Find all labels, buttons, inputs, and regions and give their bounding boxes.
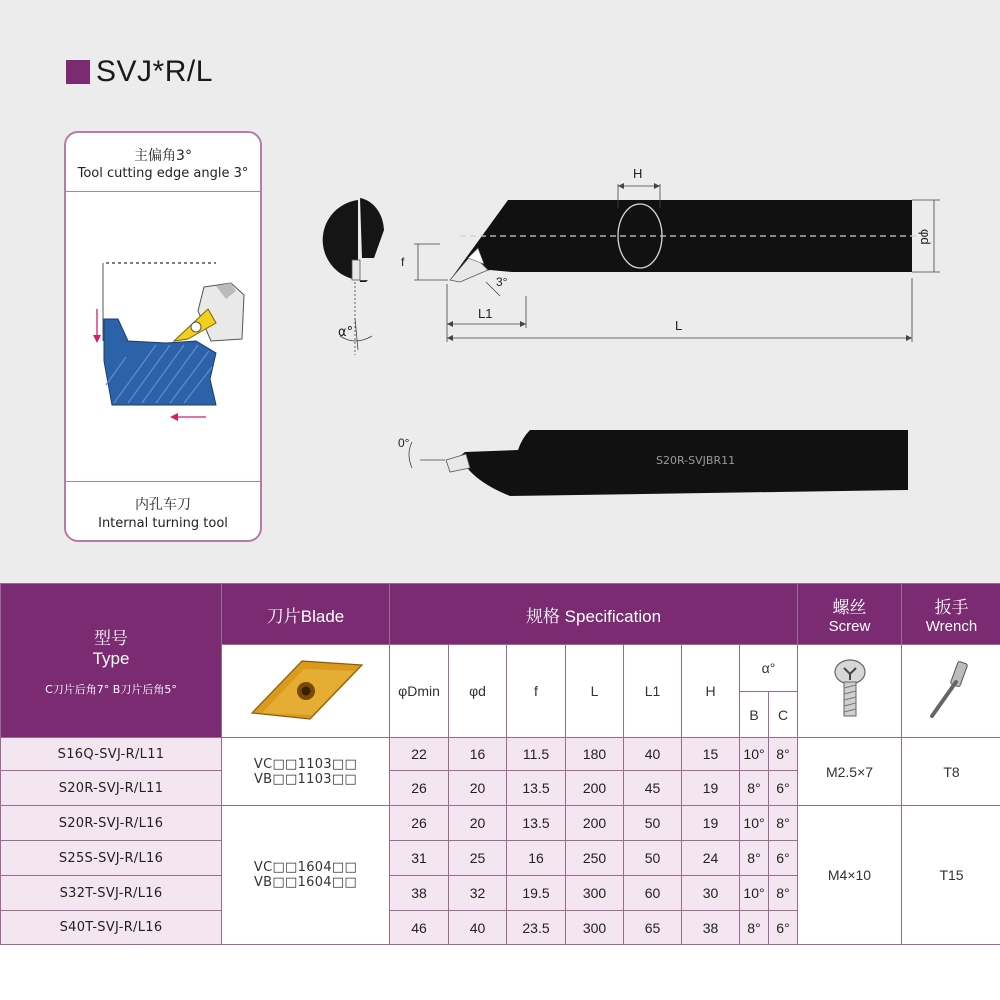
l-cell: 250 bbox=[566, 841, 624, 876]
card-footer bbox=[66, 481, 260, 541]
tool-type-label-en: Internal turning tool bbox=[98, 516, 228, 531]
h-cell: 19 bbox=[682, 771, 740, 806]
end-view bbox=[323, 198, 384, 355]
d-cell: 40 bbox=[449, 911, 507, 945]
l-header: L bbox=[566, 645, 624, 738]
l-label: L bbox=[675, 318, 683, 333]
l1-cell: 60 bbox=[624, 876, 682, 911]
side-view bbox=[398, 430, 908, 496]
f-label: f bbox=[401, 255, 405, 269]
type-header-note: C刀片后角7° B刀片后角5° bbox=[45, 683, 177, 696]
c-cell: 8° bbox=[769, 876, 798, 911]
dmin-cell: 26 bbox=[390, 771, 449, 806]
c-cell: 8° bbox=[769, 738, 798, 771]
insert-icon bbox=[246, 655, 366, 725]
l1-cell: 65 bbox=[624, 911, 682, 945]
l1-cell: 40 bbox=[624, 738, 682, 771]
type-cell: S40T-SVJ-R/L16 bbox=[1, 911, 222, 945]
phid-header: φd bbox=[449, 645, 507, 738]
f-cell: 23.5 bbox=[507, 911, 566, 945]
b-cell: 10° bbox=[740, 806, 769, 841]
f-cell: 13.5 bbox=[507, 806, 566, 841]
title-marker bbox=[66, 60, 90, 84]
f-cell: 16 bbox=[507, 841, 566, 876]
h-cell: 19 bbox=[682, 806, 740, 841]
blade-header: 刀片Blade bbox=[222, 584, 390, 645]
top-view bbox=[401, 166, 940, 342]
alpha-label: α° bbox=[338, 325, 354, 340]
c-cell: 8° bbox=[769, 806, 798, 841]
wrench-image-cell bbox=[902, 645, 1000, 738]
alpha-header: α° bbox=[740, 645, 798, 692]
wrench-cell: T8 bbox=[902, 738, 1000, 806]
phi-d-label: φd bbox=[918, 229, 933, 245]
card-header bbox=[66, 133, 260, 192]
three-degree-label: 3° bbox=[496, 275, 508, 289]
shank-marking: S20R-SVJBR11 bbox=[656, 454, 736, 467]
l1-cell: 45 bbox=[624, 771, 682, 806]
h-header: H bbox=[682, 645, 740, 738]
cutting-angle-label-cn: 主偏角3° bbox=[134, 148, 192, 164]
screw-header-cn: 螺丝 bbox=[832, 598, 867, 617]
blade-code-vb: VB□□1604□□ bbox=[253, 875, 358, 890]
dmin-header: φDmin bbox=[390, 645, 449, 738]
d-cell: 20 bbox=[449, 771, 507, 806]
application-card bbox=[64, 131, 262, 542]
specification-table bbox=[0, 583, 1000, 945]
wrench-header-cn: 扳手 bbox=[934, 598, 969, 617]
d-cell: 25 bbox=[449, 841, 507, 876]
l1-cell: 50 bbox=[624, 806, 682, 841]
h-label: H bbox=[633, 166, 643, 181]
tool-type-label-cn: 内孔车刀 bbox=[135, 497, 191, 513]
h-cell: 30 bbox=[682, 876, 740, 911]
c-cell: 6° bbox=[769, 911, 798, 945]
dmin-cell: 22 bbox=[390, 738, 449, 771]
d-cell: 16 bbox=[449, 738, 507, 771]
zero-degree-label: 0° bbox=[398, 436, 410, 450]
l1-header: L1 bbox=[624, 645, 682, 738]
c-cell: 6° bbox=[769, 841, 798, 876]
dmin-cell: 31 bbox=[390, 841, 449, 876]
alpha-b-header: B bbox=[740, 692, 769, 738]
type-cell: S20R-SVJ-R/L16 bbox=[1, 806, 222, 841]
title bbox=[66, 52, 213, 92]
f-cell: 19.5 bbox=[507, 876, 566, 911]
type-header bbox=[1, 584, 222, 738]
wrench-icon bbox=[922, 658, 982, 722]
h-cell: 24 bbox=[682, 841, 740, 876]
blade-cell bbox=[222, 806, 390, 945]
table-row bbox=[1, 738, 1000, 771]
type-cell: S25S-SVJ-R/L16 bbox=[1, 841, 222, 876]
title-text: SVJ*R/L bbox=[96, 55, 213, 88]
d-cell: 32 bbox=[449, 876, 507, 911]
wrench-cell: T15 bbox=[902, 806, 1000, 945]
l-cell: 300 bbox=[566, 876, 624, 911]
h-cell: 38 bbox=[682, 911, 740, 945]
l-cell: 300 bbox=[566, 911, 624, 945]
l1-cell: 50 bbox=[624, 841, 682, 876]
blade-insert-image-cell bbox=[222, 645, 390, 738]
internal-turning-illustration bbox=[66, 191, 260, 481]
dmin-cell: 46 bbox=[390, 911, 449, 945]
blade-code-vc: VC□□1103□□ bbox=[253, 756, 358, 772]
screw-cell: M4×10 bbox=[798, 806, 902, 945]
l-cell: 200 bbox=[566, 771, 624, 806]
tool-dimension-drawing bbox=[300, 150, 950, 520]
l1-label: L1 bbox=[478, 306, 493, 321]
l-cell: 200 bbox=[566, 806, 624, 841]
f-cell: 11.5 bbox=[507, 738, 566, 771]
blade-code-vb: VB□□1103□□ bbox=[253, 771, 358, 787]
screw-header bbox=[798, 584, 902, 645]
b-cell: 8° bbox=[740, 911, 769, 945]
type-header-cn: 型号 bbox=[94, 629, 128, 649]
screw-image-cell bbox=[798, 645, 902, 738]
type-cell: S20R-SVJ-R/L11 bbox=[1, 771, 222, 806]
blade-code-vc: VC□□1604□□ bbox=[253, 860, 358, 875]
dmin-cell: 26 bbox=[390, 806, 449, 841]
alpha-c-header: C bbox=[769, 692, 798, 738]
screw-header-en: Screw bbox=[828, 618, 871, 635]
screw-cell: M2.5×7 bbox=[798, 738, 902, 806]
type-cell: S16Q-SVJ-R/L11 bbox=[1, 738, 222, 771]
wrench-header bbox=[902, 584, 1000, 645]
h-cell: 15 bbox=[682, 738, 740, 771]
f-header: f bbox=[507, 645, 566, 738]
wrench-header-en: Wrench bbox=[925, 618, 978, 635]
type-header-en: Type bbox=[92, 649, 130, 668]
c-cell: 6° bbox=[769, 771, 798, 806]
d-cell: 20 bbox=[449, 806, 507, 841]
cutting-angle-label-en: Tool cutting edge angle 3° bbox=[77, 166, 249, 181]
screw-icon bbox=[825, 658, 875, 722]
type-cell: S32T-SVJ-R/L16 bbox=[1, 876, 222, 911]
dmin-cell: 38 bbox=[390, 876, 449, 911]
specification-header: 规格 Specification bbox=[390, 584, 798, 645]
l-cell: 180 bbox=[566, 738, 624, 771]
blade-cell bbox=[222, 738, 390, 806]
b-cell: 10° bbox=[740, 738, 769, 771]
table-row bbox=[1, 806, 1000, 841]
b-cell: 10° bbox=[740, 876, 769, 911]
b-cell: 8° bbox=[740, 771, 769, 806]
f-cell: 13.5 bbox=[507, 771, 566, 806]
b-cell: 8° bbox=[740, 841, 769, 876]
